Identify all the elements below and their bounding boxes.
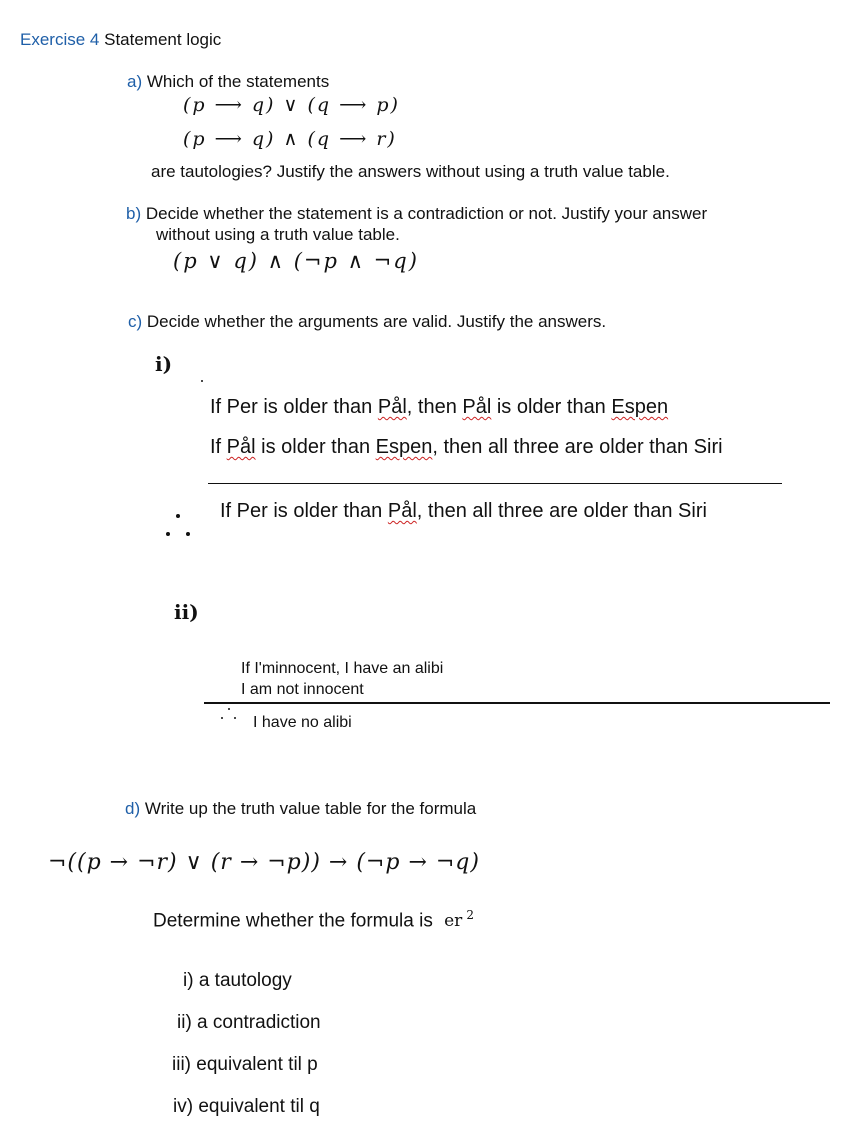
part-d-determine [153,908,474,932]
text-run: is older than [255,436,376,458]
part-b-formula: (p ∨ q) ∧ (¬p ∧ ¬q) [173,249,419,273]
option-contradiction: ii) a contradiction [177,1012,321,1033]
argument-ii-conclusion: I have no alibi [253,714,352,731]
text-run: If [210,436,227,458]
text-run: , then all three are older than Siri [416,500,707,522]
part-b-label: b) [126,204,142,223]
part-a-prompt [127,72,329,92]
text-run: is older than [491,396,612,418]
therefore-dot [221,717,223,719]
part-d-determine-text: Determine whether the formula is [153,910,433,932]
therefore-dot [186,532,190,536]
argument-ii-divider [204,702,830,704]
part-a-label: a) [127,72,143,91]
argument-i-premise-2 [210,436,723,459]
therefore-dot [228,708,230,710]
argument-i-label: i) [155,352,173,376]
therefore-dot [176,514,180,518]
text-run: , then [406,396,463,418]
spellcheck-word: Pål [226,436,256,458]
argument-i-divider [208,483,782,484]
exercise-topic: Statement logic [104,30,222,49]
therefore-dot [166,532,170,536]
option-equivalent-q: iv) equivalent til q [173,1096,320,1117]
part-c-prompt-text: Decide whether the arguments are valid. Justify the answers. [146,312,607,331]
part-b-prompt [126,204,707,224]
spellcheck-word: Espen [375,436,433,458]
part-a-prompt-text: Which of the statements [146,72,330,91]
option-equivalent-p: iii) equivalent til p [172,1054,318,1075]
therefore-dot [234,717,236,719]
text-run: If Per is older than [220,500,388,522]
spellcheck-word: Pål [462,396,492,418]
argument-ii-premise-2: I am not innocent [241,681,364,698]
exercise-number: Exercise 4 [20,30,100,49]
part-a-formula-1: (p ⟶ q) ∨ (q ⟶ p) [183,94,400,116]
text-run: , then all three are older than Siri [432,436,723,458]
text-run: If Per is older than [210,396,378,418]
argument-i-conclusion [220,500,707,523]
part-d-label: d) [125,799,141,818]
part-b-line-2: without using a truth value table. [156,225,400,244]
spellcheck-word: Pål [377,396,407,418]
formula-artifact-superscript: 2 [466,908,474,922]
part-c-label: c) [128,312,143,331]
part-a-followup: are tautologies? Justify the answers without using a truth value table. [151,162,670,181]
part-c-prompt [128,312,606,332]
spellcheck-word: Pål [387,500,417,522]
argument-i-premise-1 [210,396,668,419]
part-d-formula: ¬((p → ¬r) ∨ (r → ¬p)) → (¬p → ¬q) [48,850,480,875]
exercise-title [20,30,221,50]
argument-ii-label: ii) [174,600,199,624]
formula-artifact: er [444,911,463,932]
stray-dot [201,380,203,382]
spellcheck-word: Espen [611,396,669,418]
option-tautology: i) a tautology [183,970,292,991]
part-a-formula-2: (p ⟶ q) ∧ (q ⟶ r) [183,128,397,150]
part-d-prompt-text: Write up the truth value table for the formula [144,799,477,818]
argument-ii-premise-1: If I'minnocent, I have an alibi [241,660,444,677]
part-d-prompt [125,799,476,819]
part-b-line-1: Decide whether the statement is a contradiction or not. Justify your answer [145,204,708,223]
